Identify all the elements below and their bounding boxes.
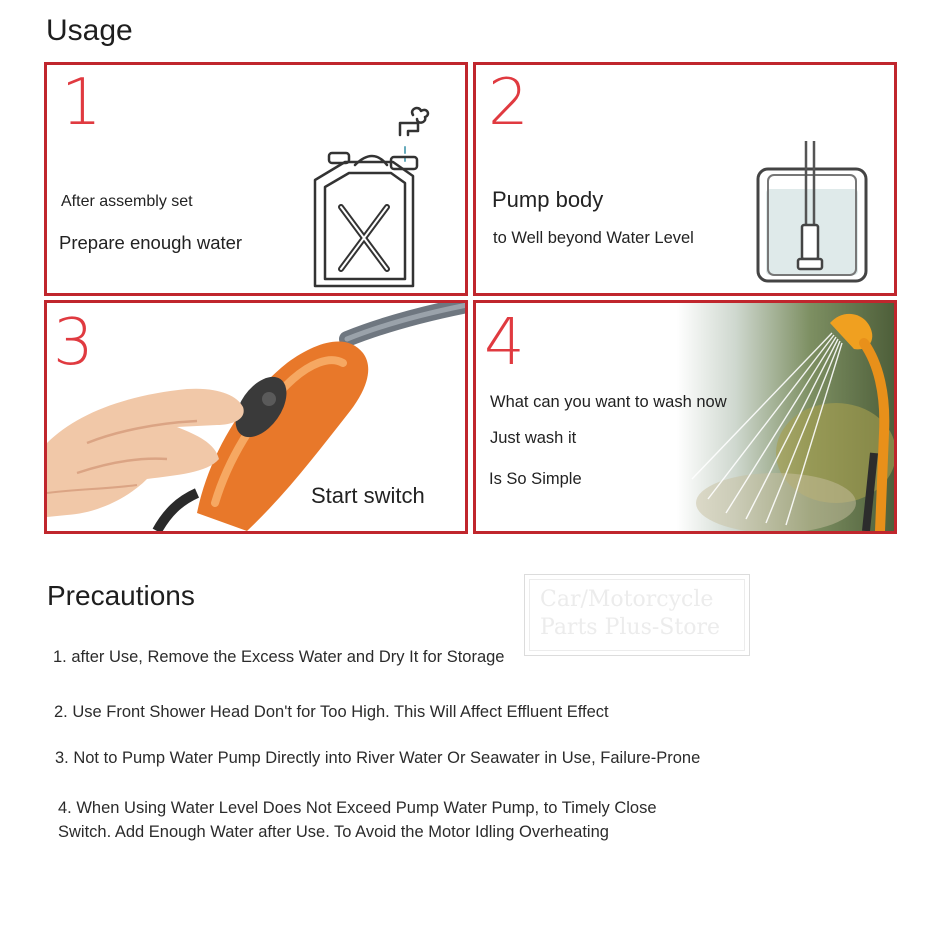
precaution-item-3: 3. Not to Pump Water Pump Directly into River Water Or Seawater in Use, Failure-Prone (55, 749, 701, 767)
watermark-line-1: Car/Motorcycle (540, 587, 714, 612)
watermark-line-2: Parts Plus-Store (540, 615, 720, 640)
step-number: 4 (484, 306, 525, 380)
step-2-line-2: to Well beyond Water Level (493, 229, 694, 247)
precautions-title: Precautions (47, 580, 195, 611)
step-3-line-1: Start switch (311, 483, 425, 508)
precaution-item-2: 2. Use Front Shower Head Don't for Too High. This Will Affect Effluent Effect (54, 703, 609, 721)
usage-step-4-panel (473, 300, 897, 534)
step-number: 2 (488, 66, 529, 140)
usage-step-2-panel (473, 62, 897, 296)
precaution-item-1: 1. after Use, Remove the Excess Water and Dry It for Storage (53, 648, 505, 666)
precaution-item-4: 4. When Using Water Level Does Not Exceed Pump Water Pump, to Timely Close (58, 799, 657, 817)
step-4-line-2: Just wash it (490, 429, 577, 447)
water-tank-pump-icon (754, 141, 870, 285)
shower-spraying-image (476, 303, 894, 531)
usage-step-3-panel (44, 300, 468, 534)
step-1-line-1: After assembly set (61, 193, 193, 210)
usage-title: Usage (46, 14, 133, 47)
store-watermark (524, 574, 750, 656)
step-number: 1 (61, 66, 102, 140)
step-1-line-2: Prepare enough water (59, 232, 243, 253)
precaution-item-4-continued: Switch. Add Enough Water after Use. To Avoid the Motor Idling Overheating (58, 823, 609, 841)
step-number: 3 (53, 306, 94, 380)
step-2-line-1: Pump body (492, 187, 604, 212)
usage-step-1-panel (44, 62, 468, 296)
step-4-line-3: Is So Simple (489, 470, 582, 488)
water-jerrycan-icon (295, 95, 455, 295)
step-4-line-1: What can you want to wash now (490, 393, 727, 411)
